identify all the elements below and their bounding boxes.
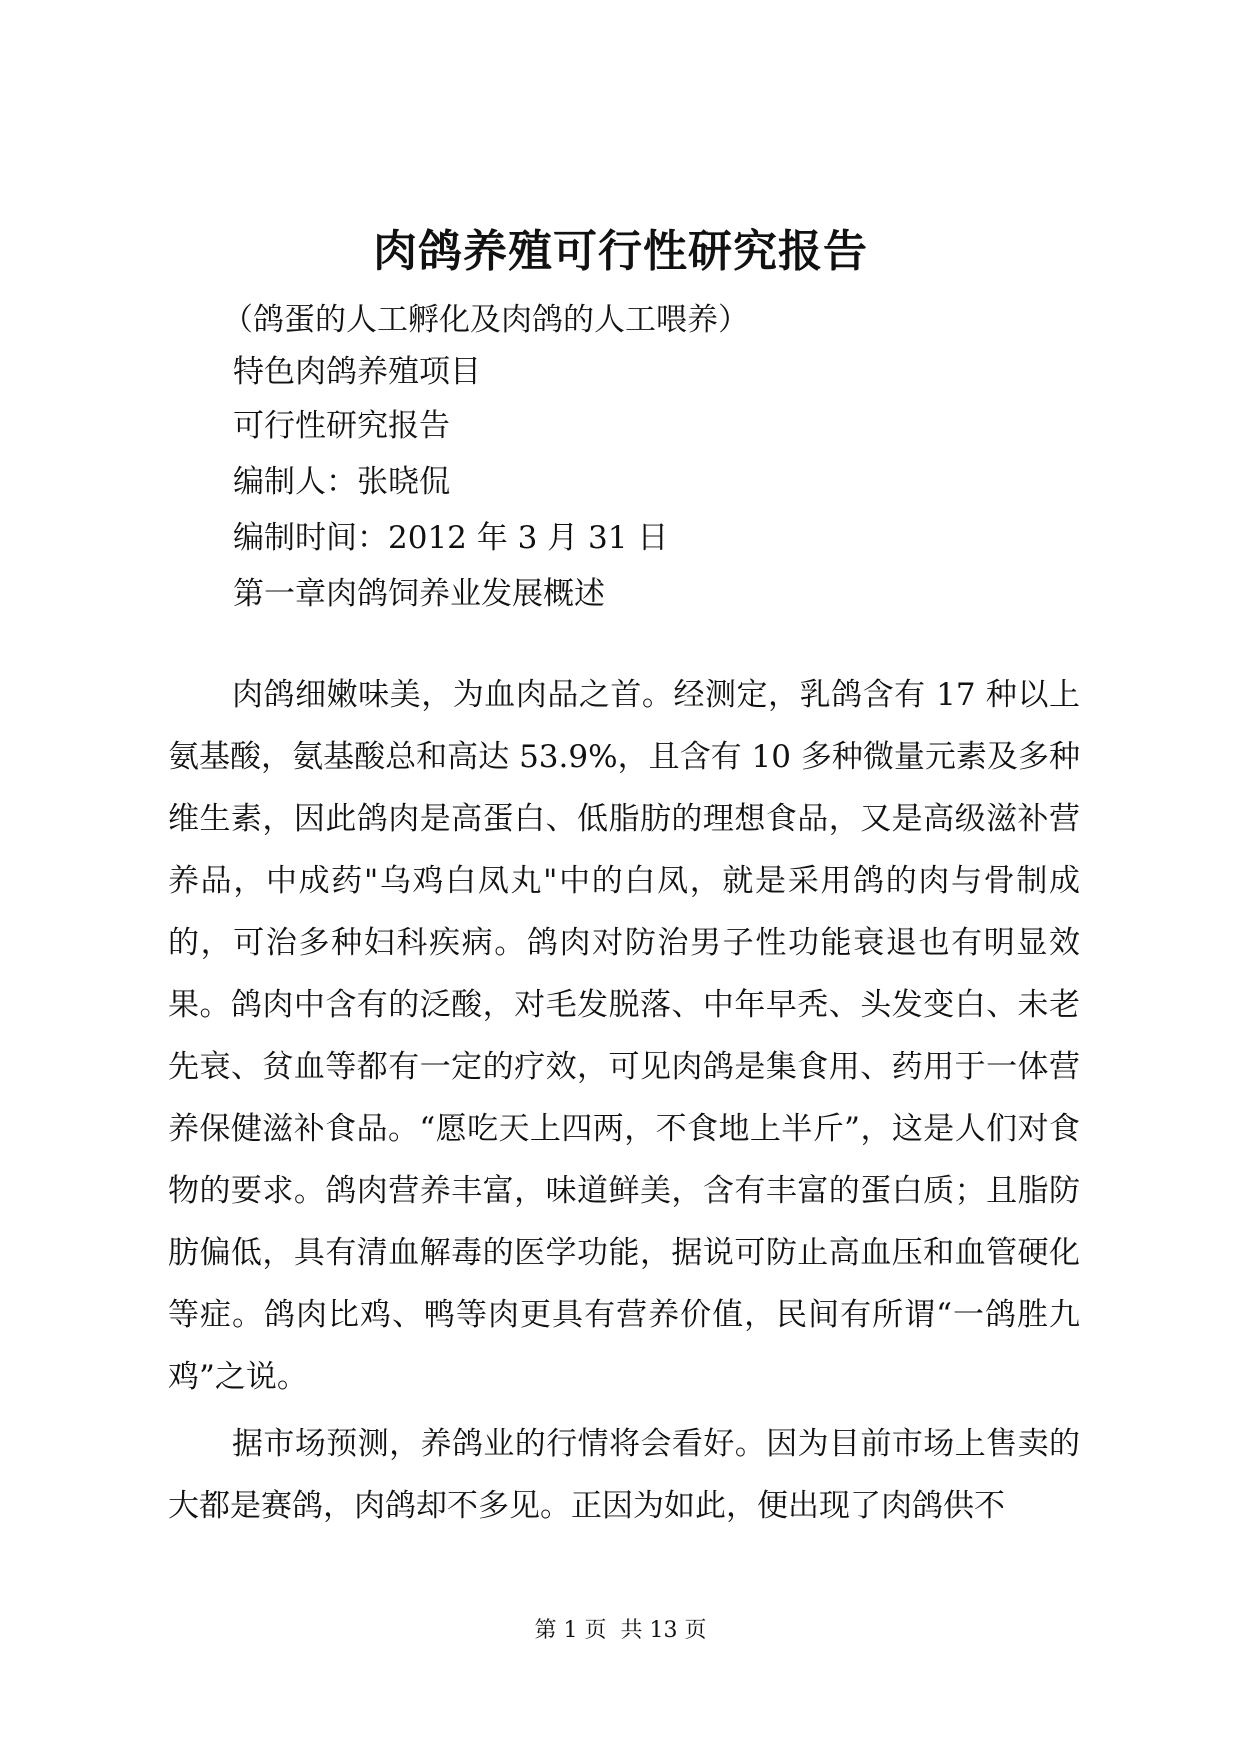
document-subtitle: （鸽蛋的人工孵化及肉鸽的人工喂养） <box>222 302 749 338</box>
body-paragraph: 肉鸽细嫩味美，为血肉品之首。经测定，乳鸽含有 17 种以上氨基酸，氨基酸总和高达 53.9%，且含有 10 多种微量元素及多种维生素，因此鸽肉是高蛋白、低脂肪的理想食品，又是高级滋补营养品，中成药"乌鸡白凤丸"中的白凤，就是采用鸽的肉与骨制成的，可治多种妇科疾病。鸽肉对防治男子性功能衰退也有明显效果。鸽肉中含有的泛酸，对毛发脱落、中年早秃、头发变白、未老先衰、贫血等都有一定的疗效，可见肉鸽是集食用、药用于一体营养保健滋补食品。“愿吃天上四两，不食地上半斤”，这是人们对食物的要求。鸽肉营养丰富，味道鲜美，含有丰富的蛋白质；且脂防肪偏低，具有清血解毒的医学功能，据说可防止高血压和血管硬化等症。鸽肉比鸡、鸭等肉更具有营养价值，民间有所谓“一鸽胜九鸡”之说。 <box>168 677 1080 1395</box>
page-number-label: 第 1 页 共 13 页 <box>534 1618 707 1643</box>
report-type: 可行性研究报告 <box>233 408 450 444</box>
chapter-heading: 第一章肉鸽饲养业发展概述 <box>233 576 605 612</box>
project-name: 特色肉鸽养殖项目 <box>233 354 481 390</box>
author-line: 编制人：张晓侃 <box>233 464 450 500</box>
date-line: 编制时间：2012 年 3 月 31 日 <box>233 520 669 556</box>
document-title: 肉鸽养殖可行性研究报告 <box>373 226 868 277</box>
page-footer <box>0 1616 1241 1646</box>
body-paragraph: 据市场预测，养鸽业的行情将会看好。因为目前市场上售卖的大都是赛鸽，肉鸽却不多见。正因为如此，便出现了肉鸽供不 <box>168 1426 1080 1524</box>
